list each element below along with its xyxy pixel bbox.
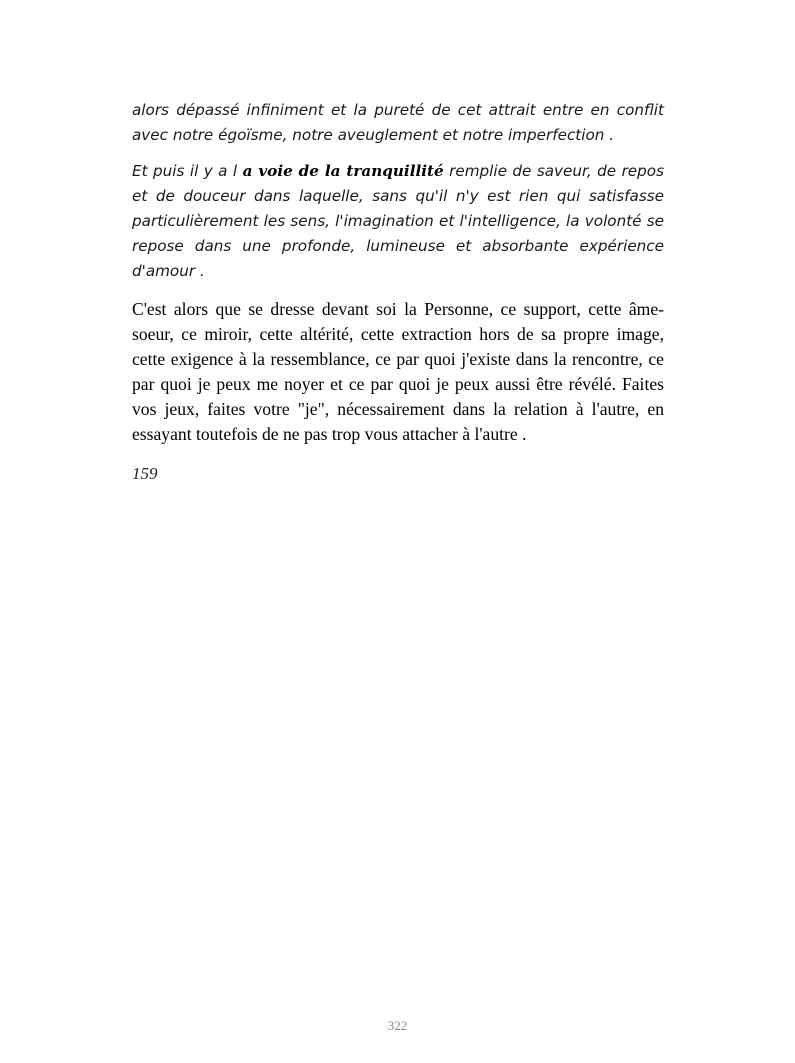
page-number: 322 <box>387 1018 408 1033</box>
paragraph-2-emphasis: a voie de la tranquillité <box>242 162 444 180</box>
paragraph-3: C'est alors que se dresse devant soi la Personne, ce support, cette âme-soeur, ce miroir, cette altérité, cette extraction hors de sa propre image, cette exigence à la ressemblance, ce par quoi j'existe dans la rencontre, ce par quoi je peux me noyer et ce par quoi je peux aussi être révélé. Faites vos jeux, faites votre "je", nécessairement dans la relation à l'autre, en essayant toutefois de ne pas trop vous attacher à l'autre . <box>132 299 664 444</box>
note-number: 159 <box>132 464 158 483</box>
page-content <box>132 98 664 497</box>
paragraph-2-rest: remplie de saveur, de repos et de douceur dans laquelle, sans qu'il n'y est rien qui satisfasse particulièrement les sens, l'imagination et l'intelligence, la volonté se repose dans une profonde, lumineuse et absorbante expérience d'amour . <box>132 162 664 280</box>
paragraph-1: alors dépassé infiniment et la pureté de cet attrait entre en conflit avec notre égoïsme, notre aveuglement et notre imperfection . <box>132 101 664 144</box>
paragraph-2 <box>132 159 664 284</box>
paragraph-2-lead: Et puis il y a l <box>132 162 243 180</box>
